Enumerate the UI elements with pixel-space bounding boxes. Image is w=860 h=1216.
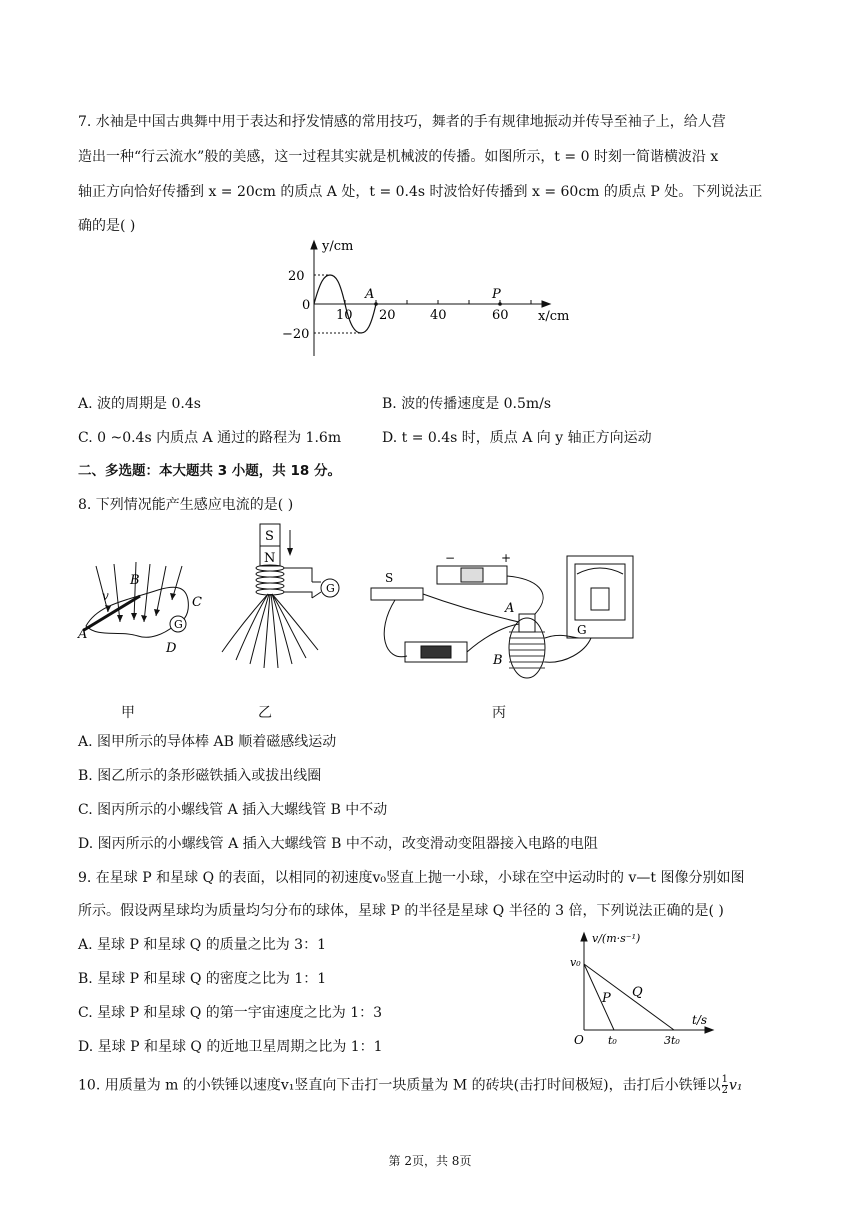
q7-option-c: C. 0 ~0.4s 内质点 A 通过的路程为 1.6m — [78, 430, 342, 446]
q7-line-4: 确的是( ) — [78, 218, 136, 234]
label-p: P — [492, 287, 501, 302]
q7-line-2: 造出一种“行云流水”般的美感，这一过程其实就是机械波的传播。如图所示，t = 0 时刻一简谐横波沿 x — [78, 149, 719, 165]
q8-figure-label-jia: 甲 — [121, 705, 135, 721]
small-solenoid-a — [519, 614, 535, 632]
svg-text:G: G — [577, 623, 587, 637]
svg-text:S: S — [385, 571, 394, 585]
q7-line-1: 7. 水袖是中国古典舞中用于表达和抒发情感的常用技巧，舞者的手有规律地振动并传导至袖子上，给人营 — [78, 114, 726, 130]
q9-vt-graph — [568, 930, 718, 1050]
q9-line-2: 所示。假设两星球均为质量均匀分布的球体，星球 P 的半径是星球 Q 半径的 3 倍，下列说法正确的是( ) — [78, 903, 724, 919]
tick-60: 60 — [492, 308, 509, 323]
svg-text:N: N — [264, 551, 276, 566]
q10-line-1 — [78, 1075, 742, 1096]
svg-text:3t₀: 3t₀ — [664, 1034, 680, 1047]
tick-40: 40 — [430, 308, 447, 323]
q8-option-a: A. 图甲所示的导体棒 AB 顺着磁感线运动 — [78, 734, 337, 750]
q7-line-3: 轴正方向恰好传播到 x = 20cm 的质点 A 处，t = 0.4s 时波恰好传播到 x = 60cm 的质点 P 处。下列说法正 — [78, 184, 763, 200]
tick-neg20: −20 — [282, 327, 310, 342]
tick-0: 0 — [302, 298, 311, 313]
svg-text:v/(m·s⁻¹): v/(m·s⁻¹) — [592, 932, 641, 945]
q9-option-a: A. 星球 P 和星球 Q 的质量之比为 3：1 — [78, 937, 326, 953]
coil — [256, 565, 284, 595]
svg-text:v: v — [102, 589, 109, 603]
q8-figure-jia — [78, 560, 228, 690]
svg-text:−: − — [445, 551, 456, 565]
q8-figure-label-yi: 乙 — [258, 705, 272, 721]
svg-text:t/s: t/s — [692, 1013, 708, 1027]
field-lines — [96, 562, 182, 622]
y-axis-arrow — [311, 241, 317, 249]
graph-xlabel: x/cm — [538, 309, 570, 324]
q8-option-b: B. 图乙所示的条形磁铁插入或拔出线圈 — [78, 768, 322, 784]
q8-option-c: C. 图丙所示的小螺线管 A 插入大螺线管 B 中不动 — [78, 802, 388, 818]
svg-text:P: P — [602, 991, 611, 1006]
svg-text:G: G — [326, 582, 335, 595]
svg-text:A: A — [505, 601, 515, 616]
tick-x20: 20 — [379, 308, 396, 323]
svg-text:G: G — [174, 618, 183, 631]
q9-option-b: B. 星球 P 和星球 Q 的密度之比为 1：1 — [78, 971, 327, 987]
svg-text:t₀: t₀ — [608, 1034, 617, 1047]
q10-fraction: $\frac{1}{2}$ — [721, 1074, 728, 1096]
label-a: A — [365, 287, 375, 302]
svg-text:C: C — [192, 595, 202, 610]
q7-option-d: D. t = 0.4s 时，质点 A 向 y 轴正方向运动 — [382, 430, 652, 446]
svg-text:O: O — [574, 1033, 584, 1047]
svg-text:v₀: v₀ — [570, 956, 581, 969]
svg-text:D: D — [166, 641, 177, 656]
svg-text:B: B — [130, 573, 140, 588]
page-footer: 第 2页，共 8页 — [388, 1154, 472, 1168]
x-axis-arrow — [542, 301, 550, 307]
q9-line-1: 9. 在星球 P 和星球 Q 的表面，以相同的初速度v₀竖直上抛一小球，小球在空中运动时的 v—t 图像分别如图 — [78, 870, 745, 886]
line-q — [584, 964, 674, 1030]
q7-option-a: A. 波的周期是 0.4s — [78, 396, 201, 412]
svg-text:B: B — [493, 653, 503, 668]
svg-text:S: S — [265, 529, 274, 544]
section-heading: 二、多选题：本大题共 3 小题，共 18 分。 — [78, 463, 341, 479]
q7-option-b: B. 波的传播速度是 0.5m/s — [382, 396, 552, 412]
point-a-dot — [374, 302, 378, 306]
q9-option-c: C. 星球 P 和星球 Q 的第一宇宙速度之比为 1：3 — [78, 1005, 383, 1021]
q10-text: 10. 用质量为 m 的小铁锤以速度v₁竖直向下击打一块质量为 M 的砖块(击打时间极短)，击打后小铁锤以 — [78, 1077, 721, 1094]
tick-10: 10 — [336, 308, 353, 323]
graph-ylabel: y/cm — [322, 239, 354, 254]
switch-s — [371, 588, 423, 600]
svg-text:A: A — [78, 627, 88, 642]
svg-text:+: + — [501, 551, 512, 565]
q8-option-d: D. 图丙所示的小螺线管 A 插入大螺线管 B 中不动，改变滑动变阻器接入电路的电阻 — [78, 836, 598, 852]
q8-figure-label-bing: 丙 — [492, 705, 506, 721]
tick-20: 20 — [288, 269, 305, 284]
q8-figure-yi — [212, 522, 342, 672]
svg-text:Q: Q — [632, 985, 643, 1000]
big-solenoid-b — [509, 618, 545, 678]
point-p-dot — [498, 302, 502, 306]
q8-figure-bing — [365, 552, 645, 692]
q7-wave-graph — [280, 238, 580, 368]
q8-stem: 8. 下列情况能产生感应电流的是( ) — [78, 497, 294, 513]
q10-v1: v₁ — [728, 1077, 743, 1094]
q9-option-d: D. 星球 P 和星球 Q 的近地卫星周期之比为 1：1 — [78, 1039, 383, 1055]
